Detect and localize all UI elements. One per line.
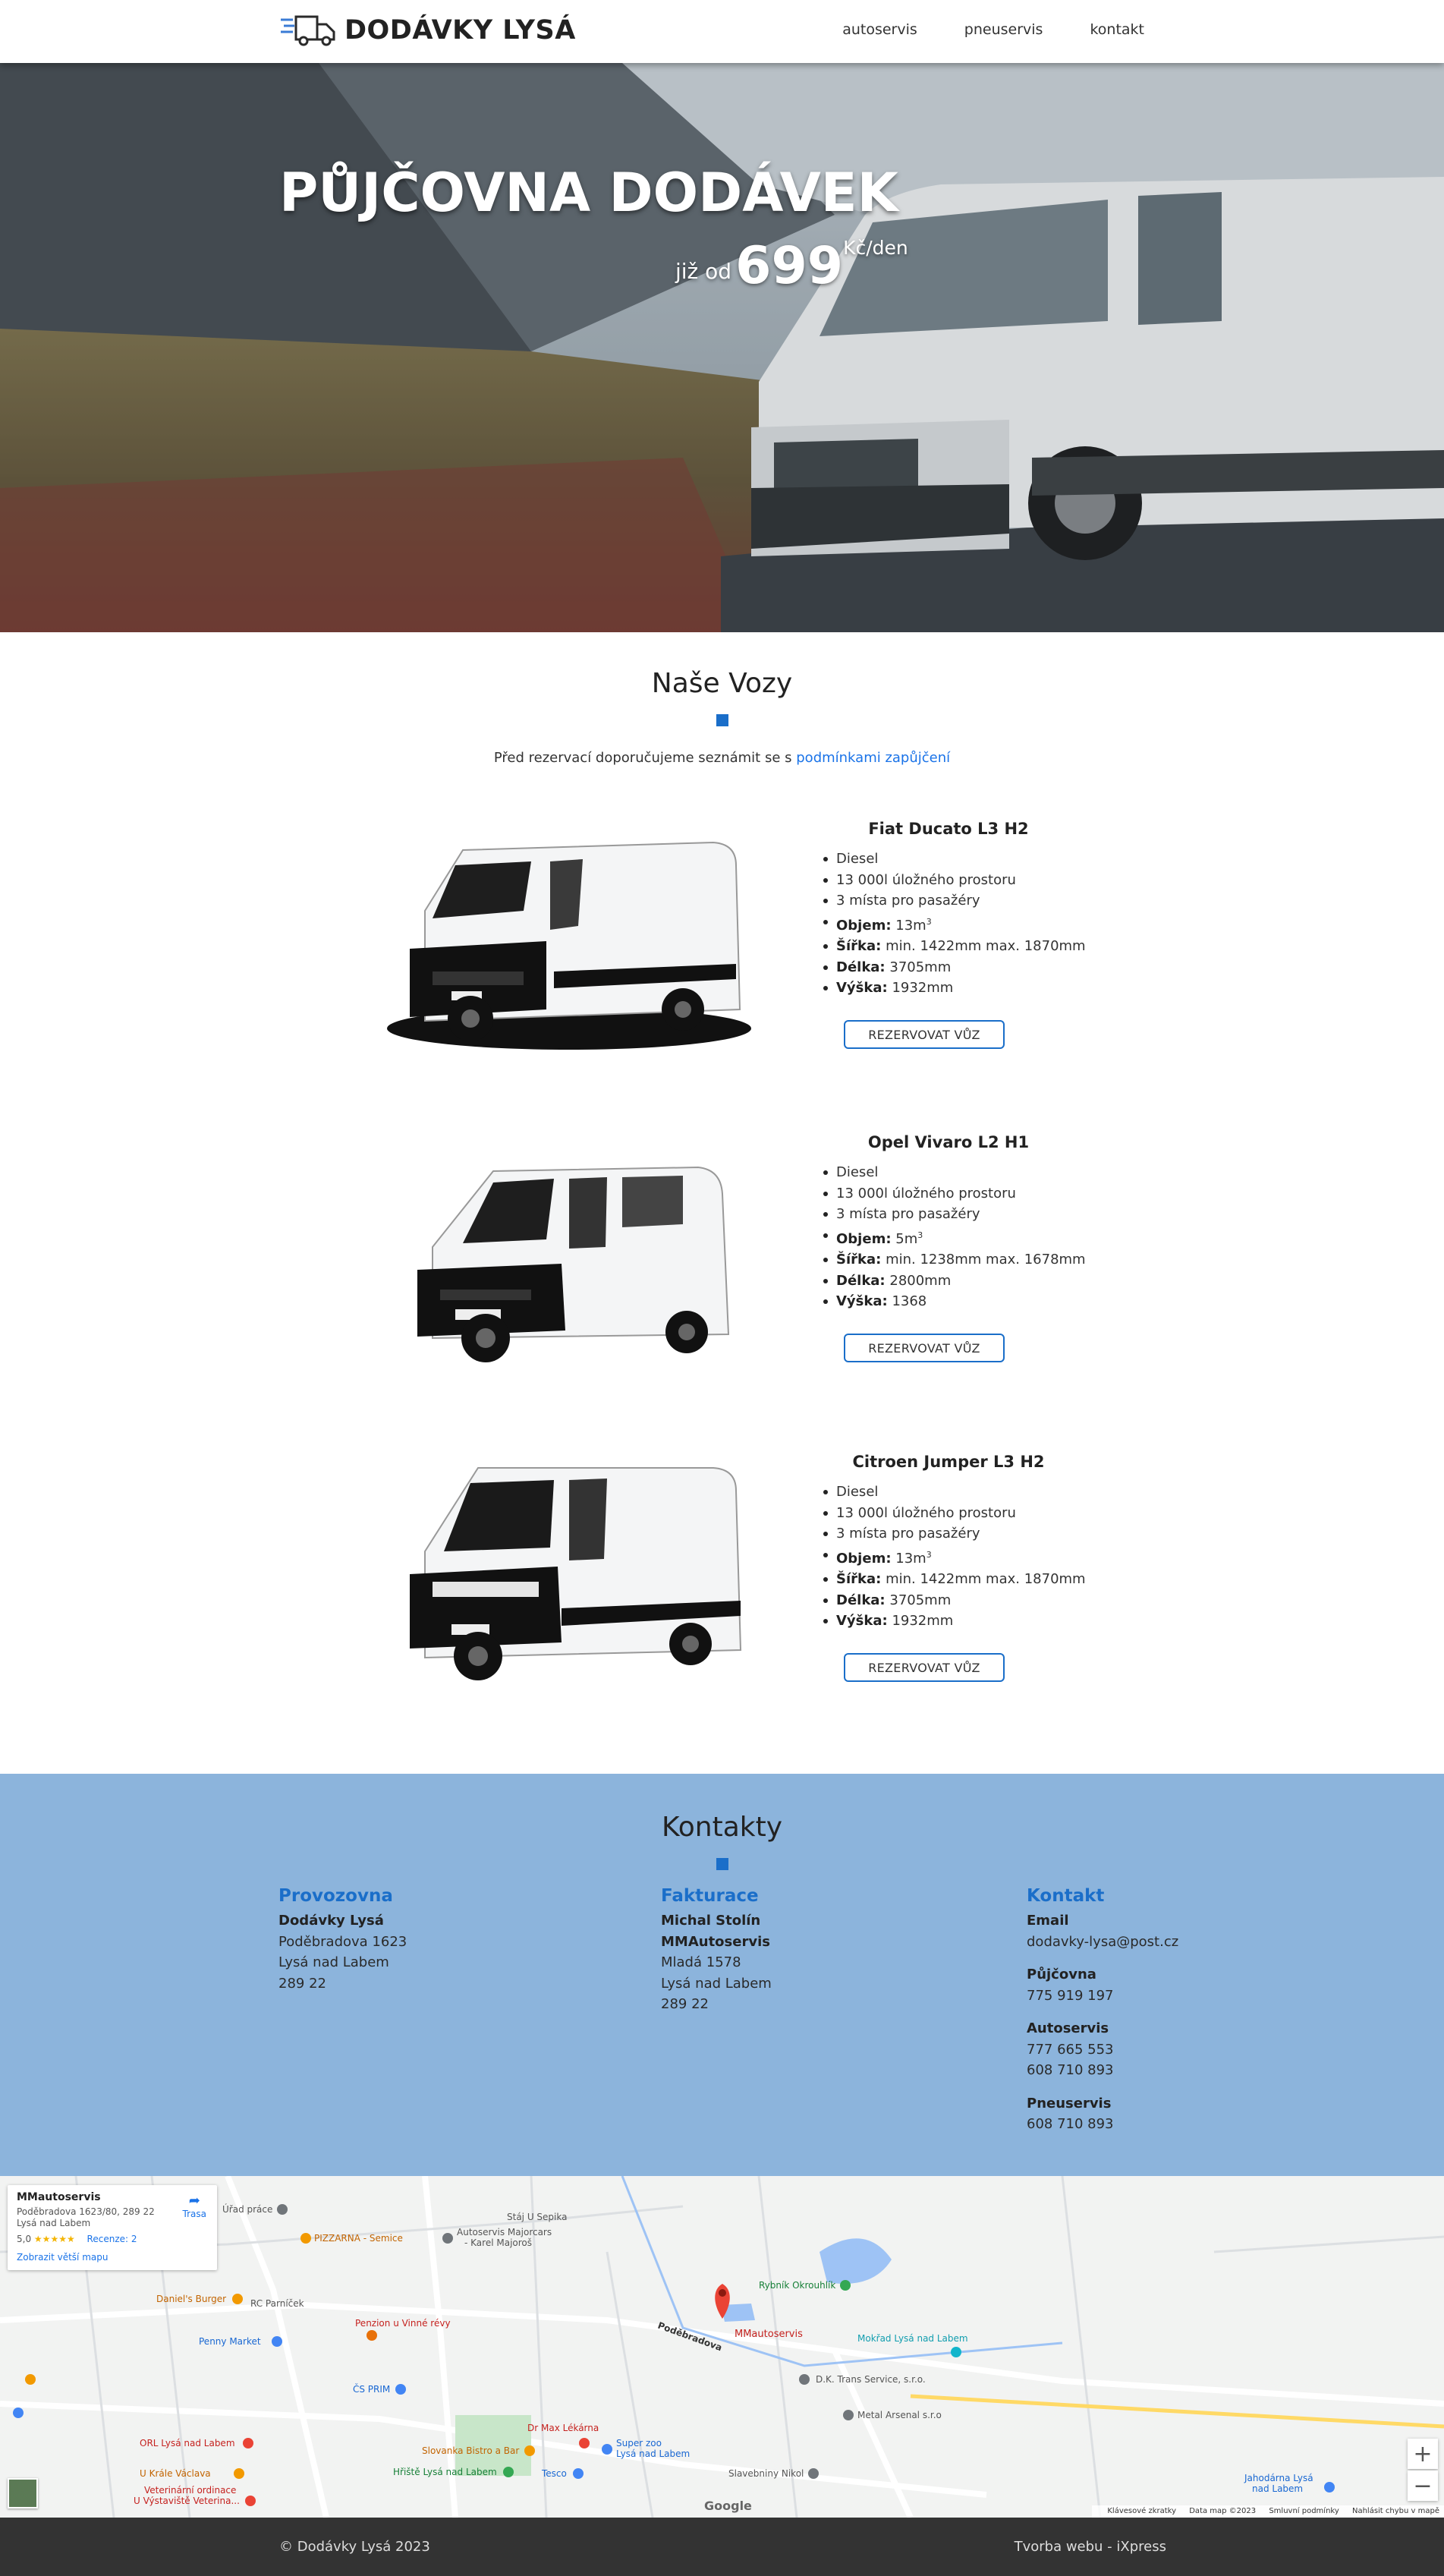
spec-storage: 13 000l úložného prostoru — [823, 1503, 1127, 1524]
nav-link-kontakt[interactable]: kontakt — [1090, 21, 1144, 38]
credit-link[interactable]: Tvorba webu - iXpress — [1014, 2539, 1166, 2555]
svg-text:Penny Market: Penny Market — [199, 2336, 261, 2347]
spec-length: Délka: 3705mm — [823, 957, 1127, 978]
city: Lysá nad Labem — [661, 1975, 772, 1992]
email-link[interactable]: dodavky-lysa@post.cz — [1027, 1933, 1179, 1950]
spec-seats: 3 místa pro pasažéry — [823, 1204, 1127, 1225]
route-button[interactable]: ➦ Trasa — [182, 2193, 206, 2219]
spec-width: Šířka: min. 1238mm max. 1678mm — [823, 1249, 1127, 1271]
contact-column-fakturace — [661, 1886, 772, 2015]
svg-text:Lysá nad Labem: Lysá nad Labem — [616, 2448, 691, 2459]
autoservis-phone[interactable]: 608 710 893 — [1027, 2062, 1114, 2078]
svg-text:RC Parníček: RC Parníček — [250, 2298, 304, 2309]
google-map[interactable] — [0, 2176, 1444, 2518]
rental-phone[interactable]: 775 919 197 — [1027, 1987, 1114, 2004]
hero-price — [675, 236, 908, 296]
report-error-link[interactable]: Nahlásit chybu v mapě — [1351, 2507, 1439, 2515]
vehicle-card — [357, 820, 1100, 1070]
nav-link-pneuservis[interactable]: pneuservis — [964, 21, 1043, 38]
zip: 289 22 — [661, 1996, 709, 2012]
main-menu — [795, 21, 1144, 38]
keyboard-shortcuts-link[interactable]: Klávesové zkratky — [1107, 2507, 1177, 2515]
vehicle-specs — [823, 1133, 1127, 1312]
hero-title: PŮJČOVNA DODÁVEK — [279, 162, 898, 224]
rental-label: Půjčovna — [1027, 1967, 1096, 1982]
vehicle-card — [357, 1133, 1100, 1384]
logo[interactable] — [279, 14, 576, 47]
svg-text:U Krále Václava: U Krále Václava — [140, 2468, 211, 2479]
pneuservis-phone[interactable]: 608 710 893 — [1027, 2116, 1114, 2132]
svg-text:D.K. Trans Service, s.r.o.: D.K. Trans Service, s.r.o. — [816, 2374, 926, 2385]
brand-name: DODÁVKY LYSÁ — [344, 15, 576, 46]
contact-column-kontakt — [1027, 1886, 1178, 2135]
company-name: MMAutoservis — [661, 1933, 770, 1950]
place-rating: 5,0 ★★★★★ Recenze: 2 — [17, 2234, 137, 2244]
svg-text:Super zoo: Super zoo — [616, 2438, 662, 2448]
svg-text:ČS PRIM: ČS PRIM — [353, 2384, 391, 2395]
reserve-button[interactable]: REZERVOVAT VŮZ — [844, 1334, 1005, 1362]
satellite-toggle-button[interactable] — [8, 2478, 38, 2508]
section-title-cars: Naše Vozy — [651, 668, 793, 699]
contacts-section — [0, 1774, 1444, 2176]
vehicle-specs — [823, 1453, 1127, 1632]
map-attribution — [1092, 2505, 1444, 2518]
reserve-button[interactable]: REZERVOVAT VŮZ — [844, 1653, 1005, 1682]
section-title-contacts: Kontakty — [661, 1812, 783, 1843]
bigger-map-link[interactable]: Zobrazit větší mapu — [17, 2252, 109, 2263]
vehicle-specs — [823, 820, 1127, 999]
svg-text:MMautoservis: MMautoservis — [735, 2329, 803, 2340]
spec-seats: 3 místa pro pasažéry — [823, 1523, 1127, 1545]
intro-text: Před rezervací doporučujeme seznámit se s — [493, 750, 792, 766]
column-heading: Provozovna — [278, 1886, 393, 1906]
svg-text:Slovanka Bistro a Bar: Slovanka Bistro a Bar — [422, 2445, 520, 2456]
page-footer — [0, 2518, 1444, 2576]
company-name: Dodávky Lysá — [278, 1913, 384, 1929]
section-title-marker — [716, 714, 728, 726]
section-title-marker — [716, 1858, 728, 1870]
svg-text:Daniel's Burger: Daniel's Burger — [156, 2294, 227, 2304]
street: Mladá 1578 — [661, 1954, 741, 1970]
svg-text:Slavebniny Nikol: Slavebniny Nikol — [728, 2468, 804, 2479]
svg-text:Poděbradova: Poděbradova — [656, 2319, 724, 2354]
vehicle-name: Fiat Ducato L3 H2 — [868, 820, 1029, 838]
autoservis-phone[interactable]: 777 665 553 — [1027, 2041, 1114, 2058]
van-image-opel-vivaro — [379, 1133, 759, 1384]
rating-stars: ★★★★★ — [33, 2234, 75, 2244]
copyright: © Dodávky Lysá 2023 — [279, 2539, 430, 2555]
zip: 289 22 — [278, 1975, 326, 1992]
spec-fuel: Diesel — [823, 1162, 1127, 1183]
terms-link[interactable]: Smluvní podmínky — [1269, 2507, 1339, 2515]
spec-list — [823, 849, 1127, 999]
nav-link-autoservis[interactable]: autoservis — [842, 21, 917, 38]
google-logo: Google — [704, 2499, 752, 2513]
pneuservis-label: Pneuservis — [1027, 2095, 1112, 2112]
svg-text:Stáj U Sepika: Stáj U Sepika — [507, 2212, 568, 2222]
spec-storage: 13 000l úložného prostoru — [823, 870, 1127, 891]
vehicle-card — [357, 1453, 1100, 1703]
spec-height: Výška: 1932mm — [823, 1611, 1127, 1632]
column-heading: Kontakt — [1027, 1886, 1105, 1906]
hero-van-image — [751, 177, 1444, 560]
spec-height: Výška: 1932mm — [823, 978, 1127, 999]
reviews-link[interactable]: Recenze: 2 — [87, 2234, 137, 2244]
spec-volume: Objem: $5m^3$ — [823, 1225, 1127, 1250]
van-image-fiat-ducato — [379, 820, 759, 1070]
spec-fuel: Diesel — [823, 849, 1127, 870]
spec-fuel: Diesel — [823, 1482, 1127, 1503]
spec-seats: 3 místa pro pasažéry — [823, 890, 1127, 912]
contact-column-provozovna — [278, 1886, 407, 1994]
vehicle-name: Opel Vivaro L2 H1 — [867, 1133, 1030, 1151]
spec-volume: Objem: $13m^3$ — [823, 912, 1127, 937]
column-heading: Fakturace — [661, 1886, 759, 1906]
map-place-card — [8, 2185, 217, 2270]
spec-height: Výška: 1368 — [823, 1291, 1127, 1312]
directions-icon: ➦ — [188, 2193, 200, 2209]
street: Poděbradova 1623 — [278, 1933, 407, 1950]
svg-text:Veterinární ordinace: Veterinární ordinace — [144, 2485, 237, 2496]
delivery-van-icon — [279, 14, 337, 47]
price-prefix: již od — [675, 259, 732, 284]
svg-text:Dr Max Lékárna: Dr Max Lékárna — [527, 2423, 599, 2433]
rental-terms-link[interactable]: podmínkami zapůjčení — [796, 750, 951, 766]
svg-text:Metal Arsenal s.r.o: Metal Arsenal s.r.o — [857, 2410, 942, 2420]
svg-text:Penzion u Vinné révy: Penzion u Vinné révy — [355, 2318, 451, 2329]
spec-width: Šířka: min. 1422mm max. 1870mm — [823, 936, 1127, 957]
svg-text:Rybník Okrouhlík: Rybník Okrouhlík — [759, 2280, 836, 2291]
autoservis-label: Autoservis — [1027, 2020, 1109, 2036]
vehicle-name: Citroen Jumper L3 H2 — [852, 1453, 1045, 1471]
price-value: 699 — [735, 236, 844, 296]
spec-length: Délka: 2800mm — [823, 1271, 1127, 1292]
svg-text:Mokřad Lysá nad Labem: Mokřad Lysá nad Labem — [857, 2333, 968, 2344]
svg-text:Tesco: Tesco — [542, 2468, 567, 2479]
svg-text:ORL Lysá nad Labem: ORL Lysá nad Labem — [140, 2438, 235, 2448]
spec-length: Délka: 3705mm — [823, 1590, 1127, 1611]
zoom-in-button[interactable]: + — [1408, 2439, 1438, 2469]
place-address: Poděbradova 1623/80, 289 22 Lysá nad Labem — [17, 2206, 155, 2228]
person-name: Michal Stolín — [661, 1913, 761, 1929]
cars-intro — [0, 750, 1444, 766]
map-data: Data map ©2023 — [1189, 2507, 1257, 2515]
place-name: MMautoservis — [17, 2191, 101, 2203]
svg-text:nad Labem: nad Labem — [1252, 2483, 1304, 2494]
spec-list — [823, 1482, 1127, 1632]
spec-storage: 13 000l úložného prostoru — [823, 1183, 1127, 1205]
spec-list — [823, 1162, 1127, 1312]
svg-text:Úřad práce: Úřad práce — [222, 2204, 273, 2215]
svg-text:Hřiště Lysá nad Labem: Hřiště Lysá nad Labem — [393, 2467, 497, 2477]
svg-text:Autoservis Majorcars: Autoservis Majorcars — [457, 2227, 552, 2237]
svg-text:PIZZARNA - Semice: PIZZARNA - Semice — [314, 2233, 403, 2244]
svg-text:U Výstaviště Veterina...: U Výstaviště Veterina... — [134, 2496, 240, 2506]
reserve-button[interactable]: REZERVOVAT VŮZ — [844, 1020, 1005, 1049]
svg-text:- Karel Majoroš: - Karel Majoroš — [464, 2237, 533, 2248]
price-unit: Kč/den — [843, 237, 908, 259]
van-image-citroen-jumper — [379, 1453, 759, 1703]
email-label: Email — [1027, 1913, 1069, 1929]
hero-background-image — [0, 63, 1444, 632]
hero-banner — [0, 63, 1444, 632]
spec-width: Šířka: min. 1422mm max. 1870mm — [823, 1569, 1127, 1590]
zoom-out-button[interactable]: − — [1408, 2471, 1438, 2501]
spec-volume: Objem: $13m^3$ — [823, 1545, 1127, 1570]
top-navigation — [0, 0, 1444, 63]
svg-text:Jahodárna Lysá: Jahodárna Lysá — [1244, 2473, 1313, 2483]
city: Lysá nad Labem — [278, 1954, 389, 1970]
